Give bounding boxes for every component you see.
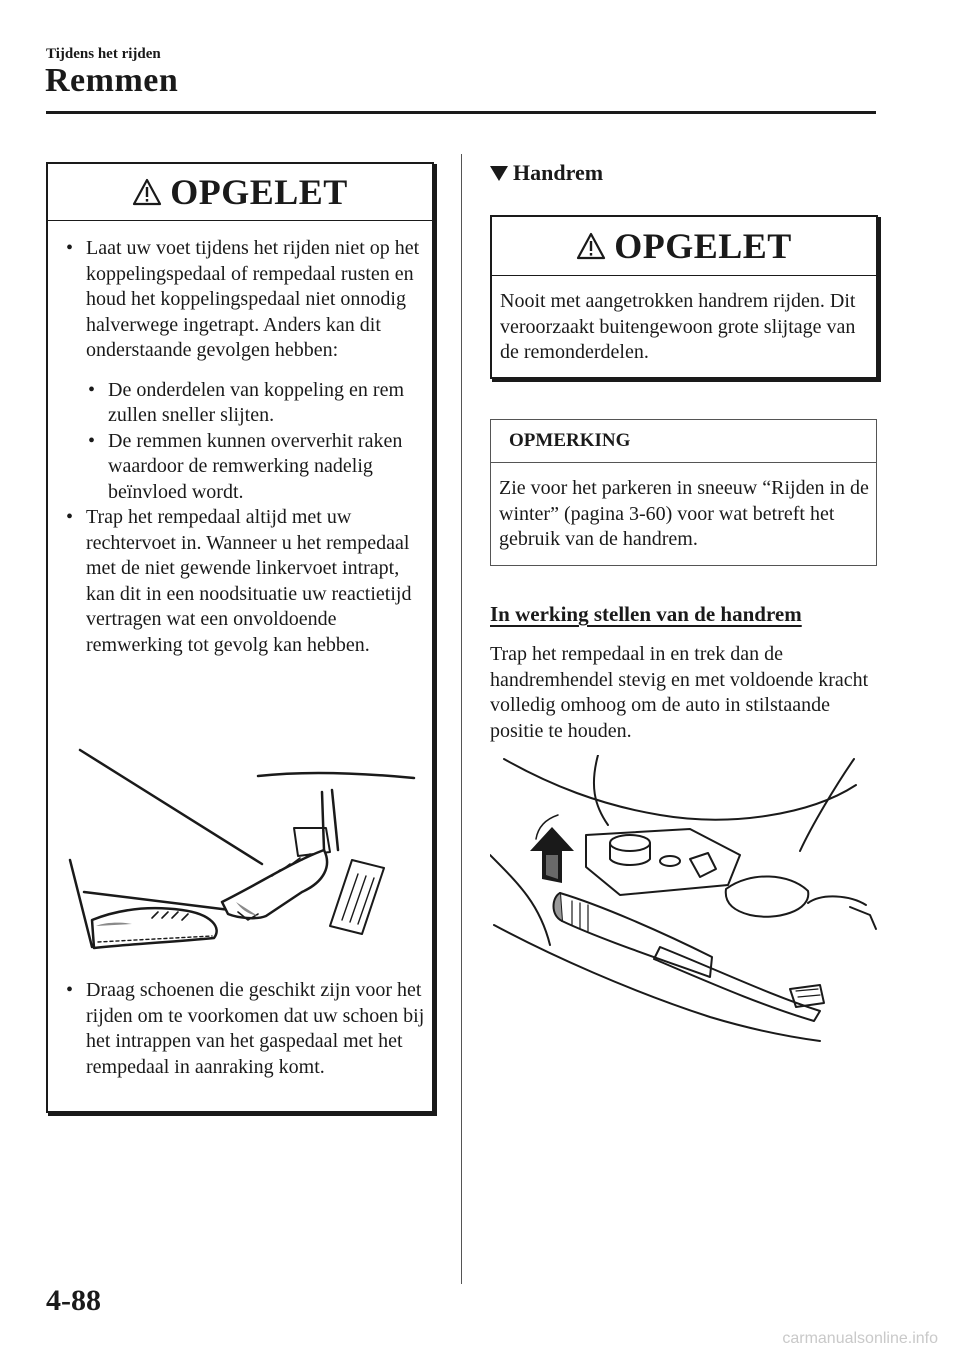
- caution-title: OPGELET: [170, 172, 348, 212]
- sub-bullet-item: • De remmen kunnen oververhit raken waardoor de remwerking nadelig beïnvloed wordt.: [88, 429, 403, 503]
- note-text: Zie voor het parkeren in sneeuw “Rijden in de winter” (pagina 3-60) voor wat betreft het gebruik van de handrem.: [499, 477, 869, 550]
- instruction-text: Trap het rempedaal in en trek dan de handremhendel stevig en met voldoende kracht volledig omhoog om de auto in stilstaande positie te houden.: [490, 643, 869, 742]
- column-divider: [461, 154, 462, 1284]
- caution-header: [492, 217, 876, 276]
- bullet-item: • Laat uw voet tijdens het rijden niet op het koppelingspedaal of rempedaal rusten en houd het koppelingspedaal niet onnodig halverwege ingetrapt. Anders kan dit onderstaande gevolgen hebben:: [66, 237, 420, 361]
- caution-text: Nooit met aangetrokken handrem rijden. Dit veroorzaakt buitengewoon grote slijtage van de remonderdelen.: [500, 290, 856, 363]
- caution-content-bottom: [48, 978, 432, 1080]
- section-label: Tijdens het rijden: [46, 46, 161, 62]
- caution-box-pedals: [46, 162, 434, 1113]
- section-heading-text: Handrem: [513, 160, 604, 185]
- caution-content: [48, 236, 432, 658]
- page-number: 4-88: [46, 1284, 101, 1317]
- sub-bullet-text: De remmen kunnen oververhit raken waardoor de remwerking nadelig beïnvloed wordt.: [108, 429, 403, 503]
- note-box: [490, 419, 877, 566]
- watermark: carmanualsonline.info: [782, 1330, 938, 1347]
- warning-triangle-icon: [132, 178, 162, 206]
- sub-bullet-item: • De onderdelen van koppeling en rem zullen sneller slijten.: [88, 378, 405, 426]
- triangle-down-icon: [489, 164, 509, 182]
- bullet-item: • Draag schoenen die geschikt zijn voor het rijden om te voorkomen dat uw schoen bij het intrappen van het gaspedaal met het rempedaal in aanraking komt.: [66, 979, 425, 1078]
- caution-title: OPGELET: [614, 226, 792, 266]
- section-heading: [489, 160, 603, 186]
- bullet-item: • Trap het rempedaal altijd met uw rechtervoet in. Wanneer u het rempedaal met de niet gewende linkervoet intrapt, kan dit in een noodsituatie uw reactietijd vertragen wat een onvoldoende remwerking tot gevolg kan hebben.: [66, 506, 412, 656]
- note-title: OPMERKING: [491, 420, 876, 463]
- subheading: In werking stellen van de handrem: [490, 602, 802, 626]
- page-title: Remmen: [45, 62, 179, 99]
- caution-header: [48, 164, 432, 221]
- bullet-text: Laat uw voet tijdens het rijden niet op het koppelingspedaal of rempedaal rusten en houd het koppelingspedaal niet onnodig halverwege ingetrapt. Anders kan dit onderstaande gevolgen hebben:: [86, 237, 420, 361]
- pedal-footwear-illustration: [62, 742, 422, 952]
- header-rule: [46, 111, 876, 114]
- bullet-text: Trap het rempedaal altijd met uw rechtervoet in. Wanneer u het rempedaal met de niet gewende linkervoet intrapt, kan dit in een noodsituatie uw reactietijd vertragen wat een onvoldoende remwerking tot gevolg kan hebben.: [86, 506, 412, 656]
- caution-box-handbrake: [490, 215, 878, 379]
- handbrake-lever-illustration: [490, 755, 880, 1045]
- sub-bullet-text: De onderdelen van koppeling en rem zullen sneller slijten.: [108, 378, 405, 426]
- warning-triangle-icon: [576, 232, 606, 260]
- bullet-text: Draag schoenen die geschikt zijn voor het rijden om te voorkomen dat uw schoen bij het intrappen van het gaspedaal met het rempedaal in aanraking komt.: [86, 979, 425, 1078]
